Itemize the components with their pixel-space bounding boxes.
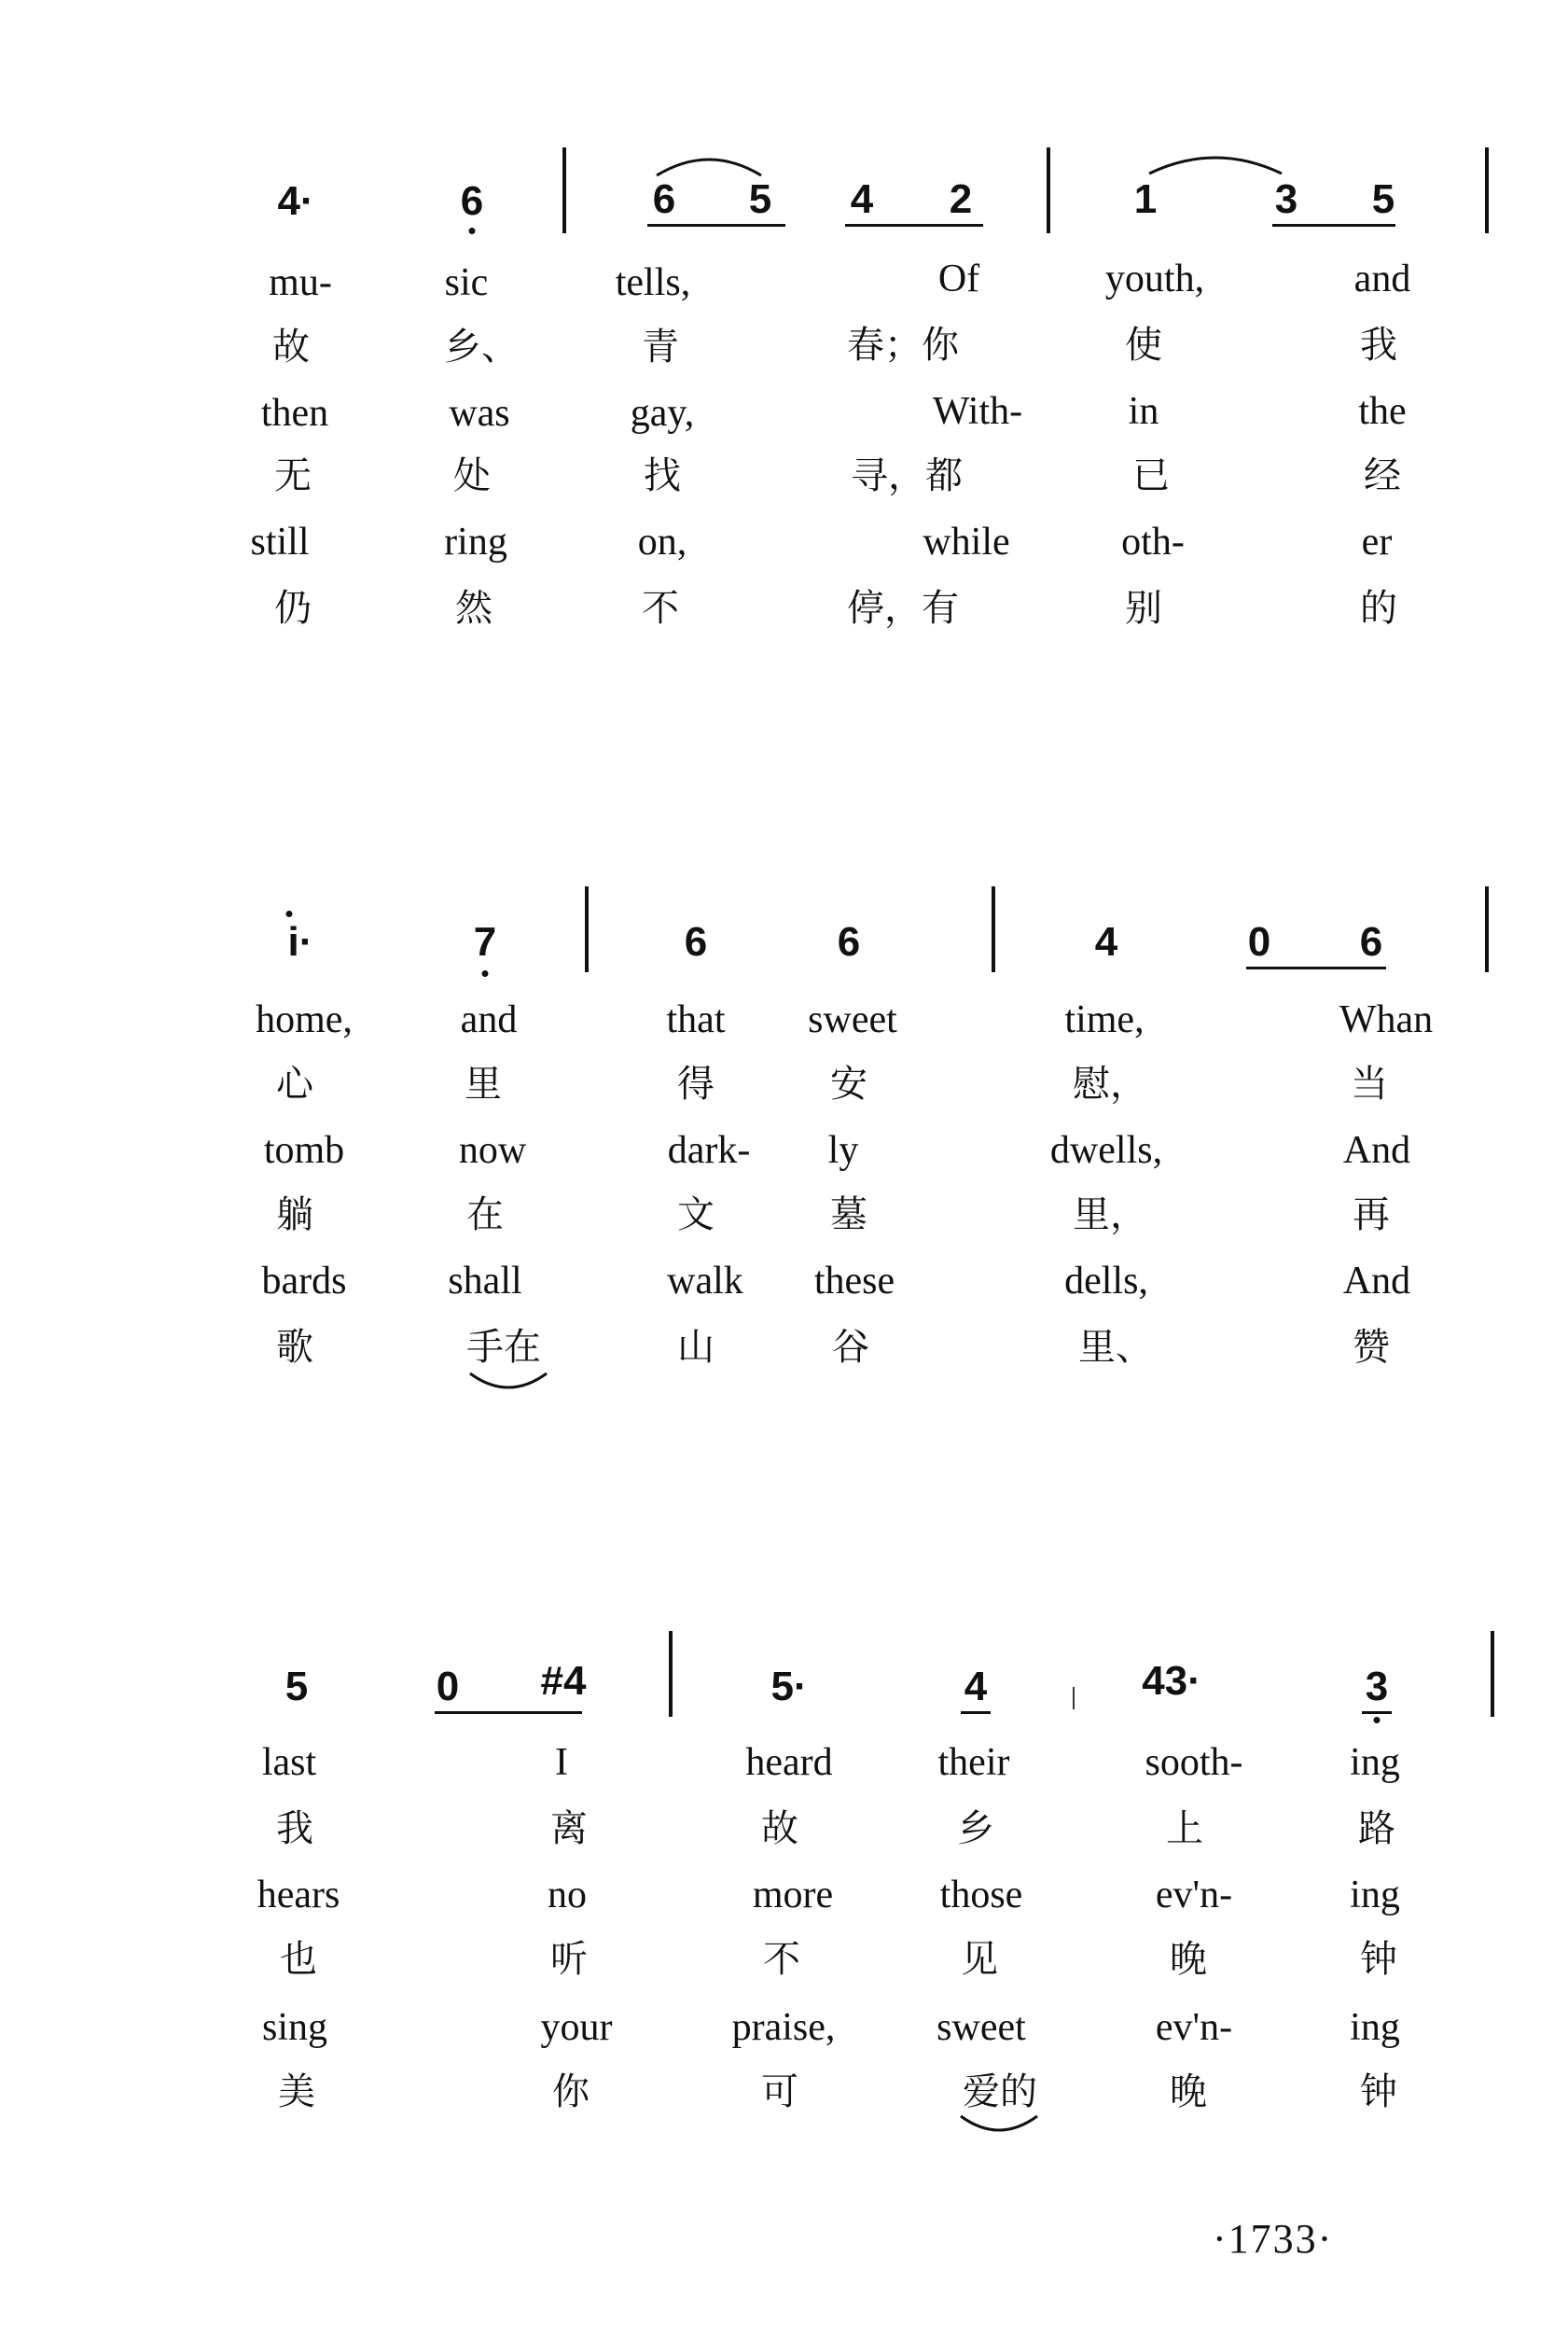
- beam-underline: [647, 224, 785, 227]
- lyric-chinese: 里: [465, 1063, 502, 1106]
- lyric-chinese: 慰，: [1073, 1063, 1147, 1106]
- lyric: on,: [637, 521, 687, 564]
- lyric: walk: [667, 1260, 743, 1303]
- lyric-tie: [957, 2112, 1041, 2139]
- lyric: hears: [257, 1874, 340, 1916]
- lyric: those: [939, 1874, 1023, 1916]
- lyric: And: [1342, 1260, 1411, 1303]
- lyric: in: [1128, 390, 1159, 433]
- lyric-chinese: 春；你: [847, 324, 959, 367]
- note: 4: [964, 1664, 988, 1709]
- lyric: praise,: [731, 2006, 836, 2049]
- lower-octave-dot: [1374, 1717, 1381, 1723]
- lyric: bards: [261, 1260, 347, 1303]
- lyric: still: [250, 521, 310, 564]
- lyric-chinese: 墓: [830, 1193, 867, 1236]
- lyric-chinese: 使: [1125, 324, 1162, 367]
- lyric-chinese: 美: [278, 2070, 315, 2113]
- slur: [1145, 147, 1285, 175]
- lyric-chinese: 寻，都: [851, 454, 963, 497]
- lyric: more: [752, 1874, 834, 1916]
- upper-octave-dot: [286, 911, 293, 917]
- lyric-chinese: 当: [1351, 1063, 1388, 1106]
- lyric: now: [458, 1129, 527, 1172]
- lyric-chinese: 找: [644, 454, 681, 497]
- beam-underline: [845, 224, 983, 227]
- lyric-chinese: 再: [1353, 1193, 1390, 1236]
- beam-underline: [435, 1711, 582, 1714]
- lyric-chinese: 晚: [1170, 2070, 1207, 2113]
- lyric: ev'n-: [1155, 1874, 1233, 1916]
- lyric-chinese: 可: [761, 2070, 798, 2113]
- barline: [669, 1631, 673, 1717]
- lyric-chinese: 故: [761, 1807, 798, 1850]
- lyric-chinese: 躺: [276, 1193, 313, 1236]
- note: 2: [949, 176, 973, 222]
- note: 4: [850, 176, 874, 222]
- lyric: the: [1358, 390, 1407, 433]
- lyric-chinese: 歌: [276, 1326, 313, 1369]
- note: 4·: [277, 178, 314, 224]
- lyric-chinese: 手在: [466, 1326, 541, 1369]
- lyric: ev'n-: [1155, 2006, 1233, 2049]
- barline: [1485, 886, 1489, 972]
- lyric: dark-: [667, 1129, 751, 1172]
- lyric-chinese: 文: [677, 1193, 715, 1236]
- lyric: Whan: [1339, 998, 1434, 1041]
- lyric: er: [1361, 521, 1393, 564]
- note: 5·: [770, 1664, 808, 1709]
- lyric: their: [937, 1741, 1010, 1784]
- lyric: your: [540, 2006, 613, 2049]
- lyric: these: [813, 1260, 895, 1303]
- barline-tick: [1073, 1687, 1075, 1709]
- lyric: mu-: [269, 261, 332, 304]
- lyric: And: [1342, 1129, 1411, 1172]
- lyric-chinese: 得: [677, 1063, 715, 1106]
- lyric-chinese: 经: [1364, 454, 1401, 497]
- lyric-chinese: 你: [552, 2070, 590, 2113]
- barline: [585, 886, 589, 972]
- lyric: ing: [1350, 1874, 1400, 1916]
- lyric: tomb: [263, 1129, 345, 1172]
- lyric: ring: [444, 521, 507, 564]
- beam-underline: [1362, 1711, 1392, 1714]
- note: 7: [473, 919, 497, 965]
- lyric: time,: [1064, 998, 1145, 1041]
- lyric: sweet: [808, 998, 897, 1041]
- note: 6: [837, 919, 861, 965]
- lyric: I: [555, 1741, 568, 1784]
- lyric: and: [460, 998, 518, 1041]
- lyric-chinese: 见: [961, 1938, 998, 1981]
- lyric: was: [449, 392, 510, 435]
- lyric: ing: [1350, 2006, 1400, 2049]
- note: 6: [1359, 919, 1383, 965]
- lower-octave-dot: [482, 970, 489, 977]
- lyric: while: [923, 521, 1010, 564]
- note: 3: [1274, 176, 1298, 222]
- lyric-chinese: 钟: [1360, 1938, 1397, 1981]
- lyric: With-: [932, 390, 1023, 433]
- note: 43·: [1142, 1658, 1201, 1704]
- lyric-chinese: 无: [274, 454, 312, 497]
- lyric: that: [666, 998, 726, 1041]
- lyric-chinese: 山: [677, 1326, 715, 1369]
- lyric: last: [261, 1741, 317, 1784]
- lyric: heard: [745, 1741, 833, 1784]
- lyric-chinese: 上: [1166, 1807, 1203, 1850]
- lyric-tie: [466, 1370, 550, 1396]
- note: 5: [284, 1664, 309, 1709]
- note: 0: [1247, 919, 1271, 965]
- lyric: sing: [261, 2006, 328, 2049]
- lyric-chinese: 心: [276, 1063, 313, 1106]
- barline: [992, 886, 995, 972]
- barline: [1047, 147, 1050, 233]
- note: 3: [1365, 1664, 1389, 1709]
- lyric: ly: [827, 1129, 859, 1172]
- lyric-chinese: 谷: [832, 1326, 869, 1369]
- lyric-chinese: 也: [280, 1938, 317, 1981]
- lyric: youth,: [1104, 258, 1205, 300]
- lyric: no: [548, 1874, 587, 1916]
- lyric-chinese: 已: [1132, 454, 1170, 497]
- lyric-chinese: 离: [550, 1807, 588, 1850]
- lyric-chinese: 停，有: [847, 587, 959, 630]
- note: 6: [652, 176, 676, 222]
- note: 5: [1371, 176, 1395, 222]
- note: 6: [460, 178, 484, 224]
- note: 4: [1094, 919, 1118, 965]
- page-number: ·1733·: [1213, 2216, 1334, 2262]
- lyric: shall: [448, 1260, 522, 1303]
- beam-underline: [1272, 224, 1395, 227]
- lyric: home,: [256, 998, 353, 1041]
- lyric-chinese: 然: [455, 587, 493, 630]
- lyric-chinese: 里、: [1078, 1326, 1153, 1369]
- lyric-chinese: 在: [466, 1193, 504, 1236]
- lyric: oth-: [1121, 521, 1185, 564]
- lyric-chinese: 晚: [1170, 1938, 1207, 1981]
- lyric: dells,: [1064, 1260, 1148, 1303]
- lyric: ing: [1350, 1741, 1400, 1784]
- note: #4: [540, 1658, 587, 1704]
- lyric: dwells,: [1049, 1129, 1163, 1172]
- beam-underline: [1246, 967, 1386, 969]
- lyric: sweet: [937, 2006, 1026, 2049]
- lyric-chinese: 路: [1358, 1807, 1395, 1850]
- barline: [1485, 147, 1489, 233]
- lyric-chinese: 乡、: [444, 326, 519, 369]
- barline: [562, 147, 566, 233]
- lyric-chinese: 安: [830, 1063, 867, 1106]
- lyric-chinese: 里，: [1073, 1193, 1147, 1236]
- note: 0: [436, 1664, 460, 1709]
- note: 5: [748, 176, 772, 222]
- lyric-chinese: 仍: [274, 587, 312, 630]
- note: 6: [684, 919, 708, 965]
- lyric: sooth-: [1145, 1741, 1243, 1784]
- lyric: then: [260, 392, 329, 435]
- beam-underline: [961, 1711, 991, 1714]
- note: i·: [287, 919, 313, 965]
- lyric: Of: [937, 258, 980, 300]
- lyric-chinese: 听: [550, 1938, 588, 1981]
- lyric-chinese: 我: [276, 1807, 313, 1850]
- slur: [653, 149, 765, 177]
- lyric-chinese: 青: [642, 326, 679, 369]
- lyric-chinese: 爱的: [963, 2070, 1037, 2113]
- lyric-chinese: 赞: [1353, 1326, 1390, 1369]
- lower-octave-dot: [469, 228, 476, 234]
- note: 1: [1133, 176, 1158, 222]
- lyric-chinese: 不: [763, 1938, 800, 1981]
- lyric-chinese: 钟: [1360, 2070, 1397, 2113]
- barline: [1491, 1631, 1494, 1717]
- lyric-chinese: 处: [453, 454, 491, 497]
- lyric: sic: [444, 261, 489, 304]
- lyric-chinese: 不: [642, 587, 679, 630]
- lyric: tells,: [615, 261, 691, 304]
- lyric: gay,: [630, 392, 695, 435]
- lyric-chinese: 别: [1125, 587, 1162, 630]
- lyric-chinese: 我: [1360, 324, 1397, 367]
- lyric: and: [1353, 258, 1411, 300]
- lyric-chinese: 故: [272, 326, 310, 369]
- lyric-chinese: 的: [1360, 587, 1397, 630]
- lyric-chinese: 乡: [957, 1807, 994, 1850]
